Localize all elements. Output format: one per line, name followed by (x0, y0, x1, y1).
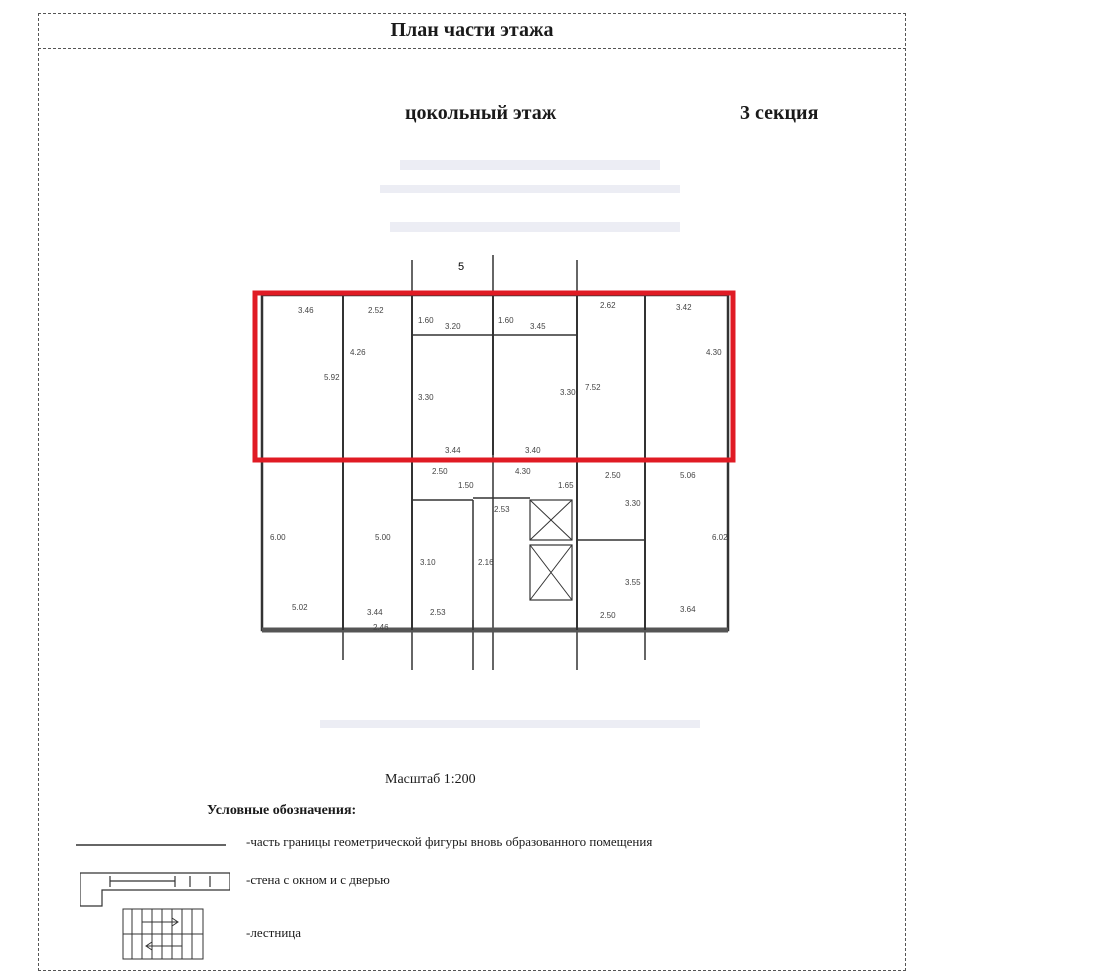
dim-label: 3.46 (298, 306, 314, 315)
legend-item: -стена с окном и с дверью (246, 872, 390, 887)
dim-label: 6.00 (270, 533, 286, 542)
wall-window-door-icon (80, 868, 230, 908)
dim-label: 2.50 (605, 471, 621, 480)
dim-label: 2.50 (432, 467, 448, 476)
dim-label: 2.52 (368, 306, 384, 315)
dim-label: 3.44 (445, 446, 461, 455)
dim-label: 3.42 (676, 303, 692, 312)
dim-label: 4.30 (706, 348, 722, 357)
dim-label: 2.50 (600, 611, 616, 620)
dim-label: 1.60 (498, 316, 514, 325)
dim-label: 2.16 (478, 558, 494, 567)
dim-label: 3.10 (420, 558, 436, 567)
legend-item: -лестница (246, 925, 302, 940)
boundary-line-icon (76, 840, 226, 850)
dim-label: 5.92 (324, 373, 340, 382)
legend-item: -часть границы геометрической фигуры вновь образованного помещения (246, 834, 653, 849)
page-title: План части этажа (390, 19, 554, 41)
dim-label: 4.30 (515, 467, 531, 476)
dim-label: 2.62 (600, 301, 616, 310)
floor-label: цокольный этаж (405, 102, 557, 124)
dim-label: 3.40 (525, 446, 541, 455)
dim-label: 3.20 (445, 322, 461, 331)
dim-label: 1.65 (558, 481, 574, 490)
dim-label: 3.30 (625, 499, 641, 508)
dim-label: 2.53 (430, 608, 446, 617)
axis-label: 5 (458, 261, 465, 273)
dim-label: 3.30 (560, 388, 576, 397)
dim-label: 4.26 (350, 348, 366, 357)
scale-label: Масштаб 1:200 (385, 772, 476, 787)
title-row (38, 13, 906, 49)
dim-label: 3.30 (418, 393, 434, 402)
dim-label: 2.53 (494, 505, 510, 514)
dim-label: 3.64 (680, 605, 696, 614)
dim-label: 6.02 (712, 533, 728, 542)
dim-label: 7.52 (585, 383, 601, 392)
dim-label: 5.02 (292, 603, 308, 612)
dim-label: 1.50 (458, 481, 474, 490)
dim-label: 1.60 (418, 316, 434, 325)
dim-label: 2.46 (373, 623, 389, 632)
dim-label: 3.55 (625, 578, 641, 587)
legend-title: Условные обозначения: (207, 803, 357, 818)
floor-plan (240, 250, 740, 680)
dim-label: 3.45 (530, 322, 546, 331)
dim-label: 5.00 (375, 533, 391, 542)
staircase-icon (122, 908, 204, 960)
section-label: 3 секция (740, 102, 819, 124)
dim-label: 5.06 (680, 471, 696, 480)
dim-label: 3.44 (367, 608, 383, 617)
